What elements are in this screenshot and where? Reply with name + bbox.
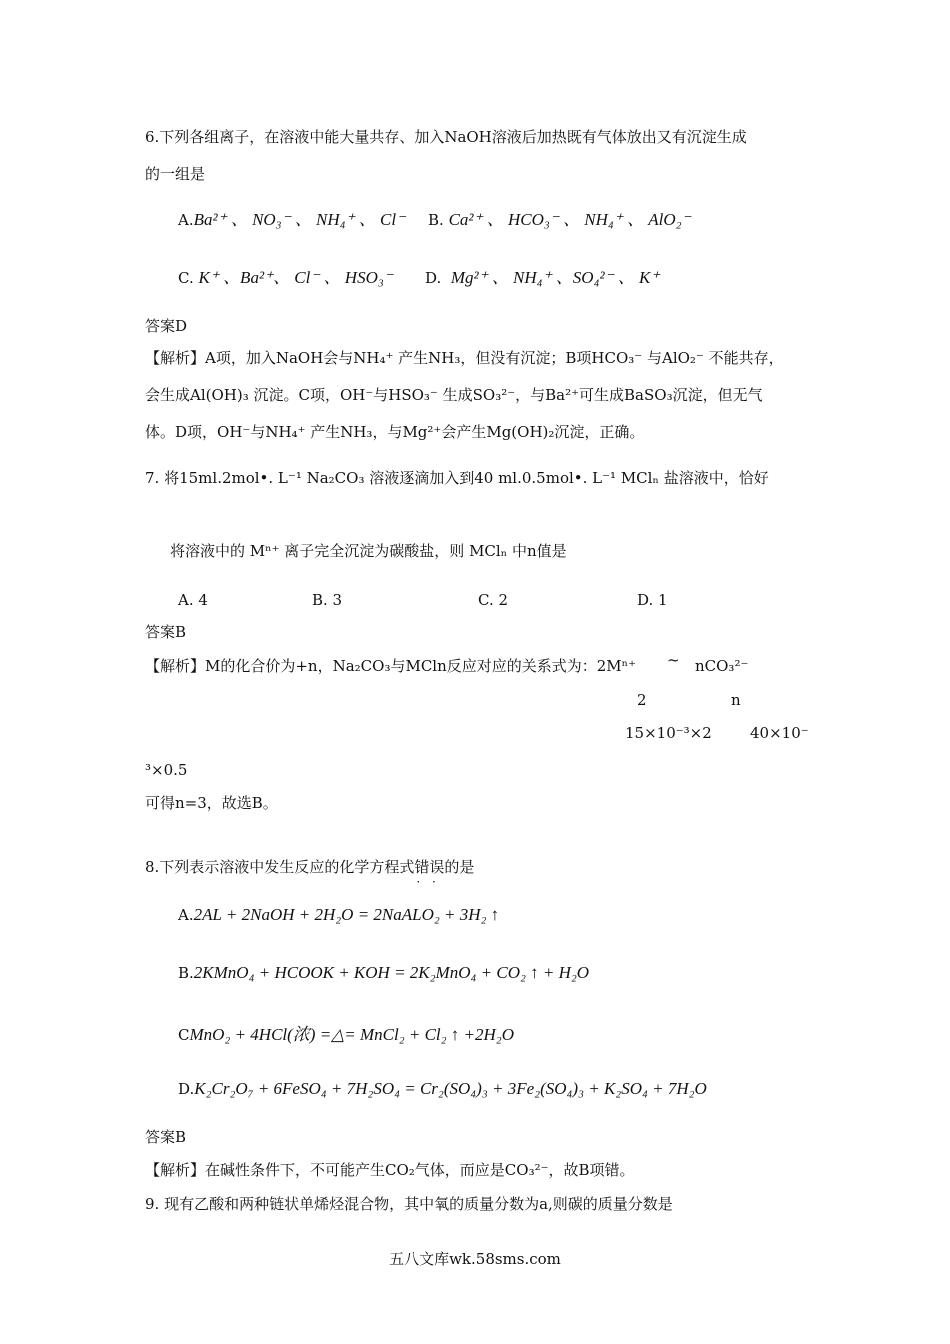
q7-relation-2: 2 [637, 691, 647, 709]
q7-tilde: ~ [667, 651, 680, 669]
equation-label: A. [178, 906, 194, 924]
equation-label: D. [178, 1080, 195, 1098]
q6-option-c [178, 268, 393, 288]
q6-explanation-3: 体。D项，OH⁻与NH₄⁺ 产生NH₃，与Mg²⁺会产生Mg(OH)₂沉淀，正确。 [145, 423, 645, 441]
q7-relation-right: nCO₃²⁻ [695, 657, 749, 675]
q6-stem-line1: 6.下列各组离子，在溶液中能大量共存、加入NaOH溶液后加热既有气体放出又有沉淀生成 [145, 128, 747, 146]
q7-conclusion: 可得n=3，故选B。 [145, 794, 278, 812]
q8-equation-a [178, 905, 499, 925]
q7-option-b: B. 3 [312, 591, 343, 609]
q8-stem-post: 的是 [444, 858, 475, 876]
q7-stem-line2: 将溶液中的 Mⁿ⁺ 离子完全沉淀为碳酸盐，则 MClₙ 中n值是 [170, 542, 567, 560]
page-footer: 五八文库wk.58sms.com [389, 1250, 561, 1268]
option-label: A. [178, 211, 194, 229]
q6-answer: 答案D [145, 317, 188, 335]
option-text: Mg²⁺ 、 NH₄⁺ 、SO₄²⁻ 、 K⁺ [450, 268, 660, 287]
equation-label: C [178, 1026, 190, 1044]
q7-answer: 答案B [145, 623, 187, 641]
q8-answer: 答案B [145, 1128, 187, 1146]
q8-stem-pre: 8.下列表示溶液中发生反应的化学方程式 [145, 858, 415, 876]
q6-option-d [425, 268, 659, 288]
q7-relation-n: n [731, 691, 741, 709]
option-label: D. [425, 269, 442, 287]
equation-text: 2AL + 2NaOH + 2H₂O = 2NaALO₂ + 3H₂ ↑ [193, 905, 500, 924]
q6-stem-line2: 的一组是 [145, 165, 206, 183]
equation-text: K₂Cr₂O₇ + 6FeSO₄ + 7H₂SO₄ = Cr₂(SO₄)₃ + 3Fe₂(SO₄)₃ + K₂SO₄ + 7H₂O [194, 1079, 707, 1098]
equation-label: B. [178, 964, 194, 982]
option-text: K⁺ 、Ba²⁺、 Cl⁻ 、 HSO₃⁻ [198, 268, 393, 287]
option-label: C. [178, 269, 194, 287]
q6-explanation-1: 【解析】A项，加入NaOH会与NH₄⁺ 产生NH₃，但没有沉淀；B项HCO₃⁻ 与AlO₂⁻ 不能共存， [145, 349, 784, 367]
option-label: B. [428, 211, 444, 229]
q7-option-d: D. 1 [637, 591, 668, 609]
q6-option-b [428, 210, 691, 230]
q7-option-a: A. 4 [178, 591, 208, 609]
option-text: Ba²⁺ 、 NO₃⁻ 、 NH₄⁺ 、 Cl⁻ [193, 210, 406, 229]
q8-equation-c [178, 1025, 514, 1045]
q7-explanation-1: 【解析】M的化合价为+n，Na₂CO₃与MCln反应对应的关系式为：2Mⁿ⁺ [145, 657, 637, 675]
q7-value-continued: ³×0.5 [145, 761, 188, 779]
option-text: Ca²⁺ 、 HCO₃⁻ 、 NH₄⁺ 、 AlO₂⁻ [448, 210, 691, 229]
q7-option-c: C. 2 [478, 591, 509, 609]
q7-value-right: 40×10⁻ [750, 724, 809, 742]
q6-explanation-2: 会生成Al(OH)₃ 沉淀。C项，OH⁻与HSO₃⁻ 生成SO₃²⁻，与Ba²⁺可生成BaSO₃沉淀，但无气 [145, 386, 763, 404]
q7-value-left: 15×10⁻³×2 [625, 724, 712, 742]
equation-text: 2KMnO₄ + HCOOK + KOH = 2K₂MnO₄ + CO₂ ↑ + H₂O [193, 963, 590, 982]
q8-equation-b [178, 963, 589, 983]
q8-stem-emphasis: 错误 · · [414, 858, 444, 876]
q8-stem [145, 857, 474, 877]
q8-explanation: 【解析】在碱性条件下，不可能产生CO₂气体，而应是CO₃²⁻，故B项错。 [145, 1161, 635, 1179]
equation-text: MnO₂ + 4HCl(浓) =△= MnCl₂ + Cl₂ ↑ +2H₂O [189, 1025, 514, 1044]
q9-stem: 9. 现有乙酸和两种链状单烯烃混合物，其中氧的质量分数为a,则碳的质量分数是 [145, 1195, 673, 1213]
q7-stem-line1: 7. 将15ml.2mol•. L⁻¹ Na₂CO₃ 溶液逐滴加入到40 ml.0.5mol•. L⁻¹ MClₙ 盐溶液中，恰好 [145, 469, 769, 487]
q6-option-a [178, 210, 405, 230]
q8-equation-d [178, 1079, 707, 1099]
